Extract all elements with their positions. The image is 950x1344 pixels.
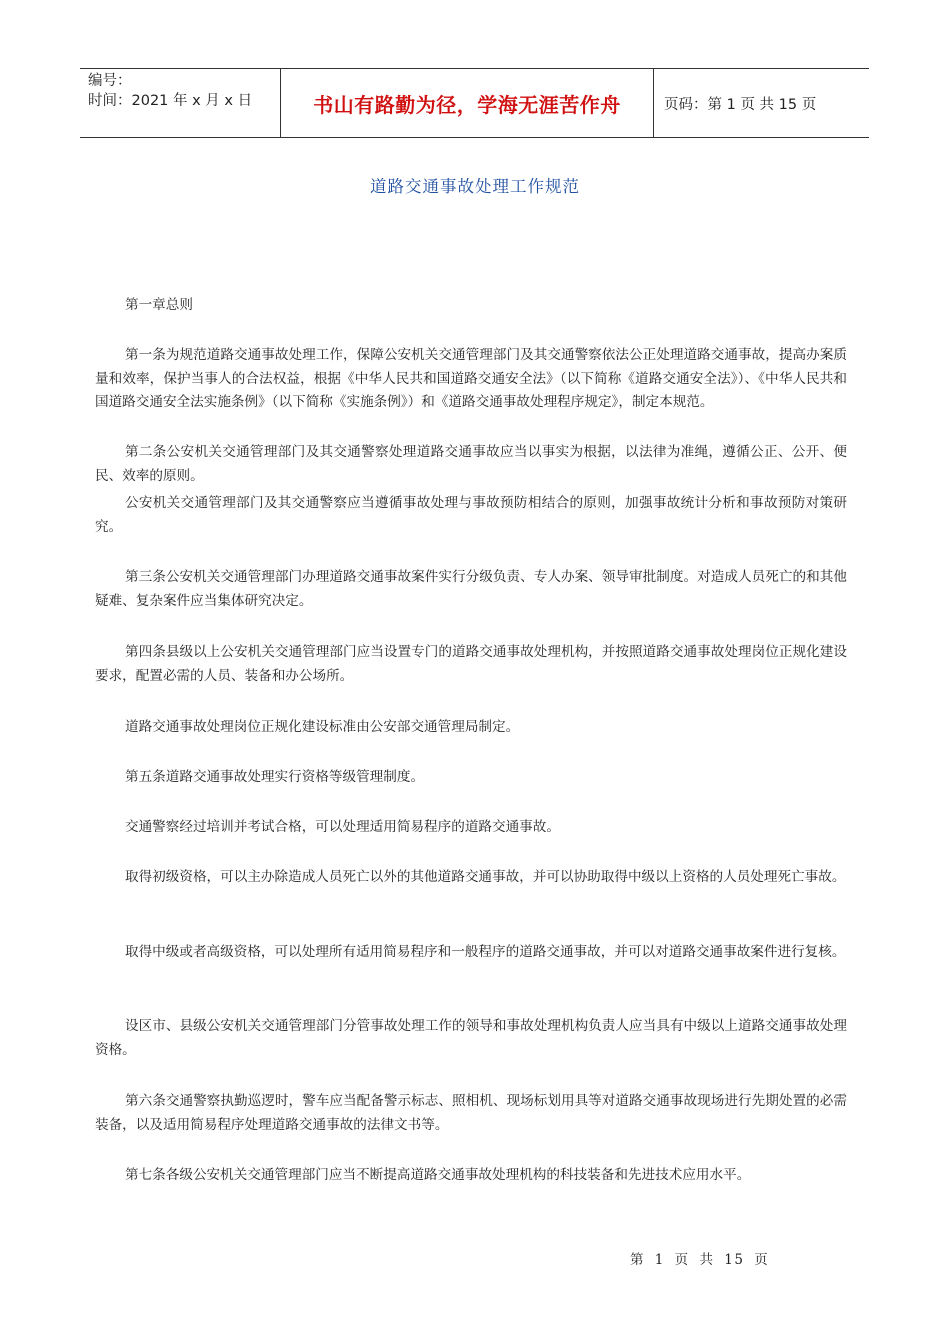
- paragraph-article-7: 第七条各级公安机关交通管理部门应当不断提高道路交通事故处理机构的科技装备和先进技术应用水平。: [125, 1167, 751, 1183]
- document-header: [80, 68, 869, 138]
- paragraph-article-2: 第二条公安机关交通管理部门及其交通警察处理道路交通事故应当以事实为根据，以法律为准绳，遵循公正、公开、便民、效率的原则。: [95, 444, 847, 484]
- paragraph-article-5-b: 取得初级资格，可以主办除造成人员死亡以外的其他道路交通事故，并可以协助取得中级以上资格的人员处理死亡事故。: [125, 869, 846, 885]
- header-motto: 书山有路勤为径，学海无涯苦作舟: [281, 69, 654, 137]
- paragraph-article-1: 第一条为规范道路交通事故处理工作，保障公安机关交通管理部门及其交通警察依法公正处理道路交通事故，提高办案质量和效率，保护当事人的合法权益，根据《中华人民共和国道路交通安全法》（以下简称《道路交通安全法》）、《中华人民共和国道路交通安全法实施条例》（以下简称《实施条例》）和《道路交通事故处理程序规定》，制定本规范。: [95, 347, 847, 410]
- paragraph-article-5-a: 交通警察经过培训并考试合格，可以处理适用简易程序的道路交通事故。: [125, 819, 560, 835]
- time-label: 时间：2021 年 x 月 x 日: [88, 93, 253, 109]
- paragraph-article-5: 第五条道路交通事故处理实行资格等级管理制度。: [125, 769, 425, 785]
- paragraph-article-2-cont: 公安机关交通管理部门及其交通警察应当遵循事故处理与事故预防相结合的原则，加强事故统计分析和事故预防对策研究。: [95, 495, 847, 535]
- paragraph-article-4-cont: 道路交通事故处理岗位正规化建设标准由公安部交通管理局制定。: [125, 719, 520, 735]
- paragraph-article-5-c: 取得中级或者高级资格，可以处理所有适用简易程序和一般程序的道路交通事故，并可以对道路交通事故案件进行复核。: [125, 944, 846, 960]
- paragraph-article-4: 第四条县级以上公安机关交通管理部门应当设置专门的道路交通事故处理机构，并按照道路交通事故处理岗位正规化建设要求，配置必需的人员、装备和办公场所。: [95, 644, 847, 684]
- page-footer: 第 1 页 共 15 页: [630, 1252, 770, 1268]
- paragraph-article-6: 第六条交通警察执勤巡逻时，警车应当配备警示标志、照相机、现场标划用具等对道路交通事故现场进行先期处置的必需装备，以及适用简易程序处理道路交通事故的法律文书等。: [95, 1093, 847, 1133]
- paragraph-article-5-d: 设区市、县级公安机关交通管理部门分管事故处理工作的领导和事故处理机构负责人应当具有中级以上道路交通事故处理资格。: [95, 1018, 847, 1058]
- header-page-info: 页码：第 1 页 共 15 页: [664, 96, 817, 113]
- document-title: 道路交通事故处理工作规范: [370, 177, 580, 196]
- chapter-heading: 第一章总则: [125, 297, 193, 313]
- number-label: 编号：: [88, 73, 132, 89]
- paragraph-article-3: 第三条公安机关交通管理部门办理道路交通事故案件实行分级负责、专人办案、领导审批制度。对造成人员死亡的和其他疑难、复杂案件应当集体研究决定。: [95, 569, 847, 609]
- header-meta: [80, 69, 281, 137]
